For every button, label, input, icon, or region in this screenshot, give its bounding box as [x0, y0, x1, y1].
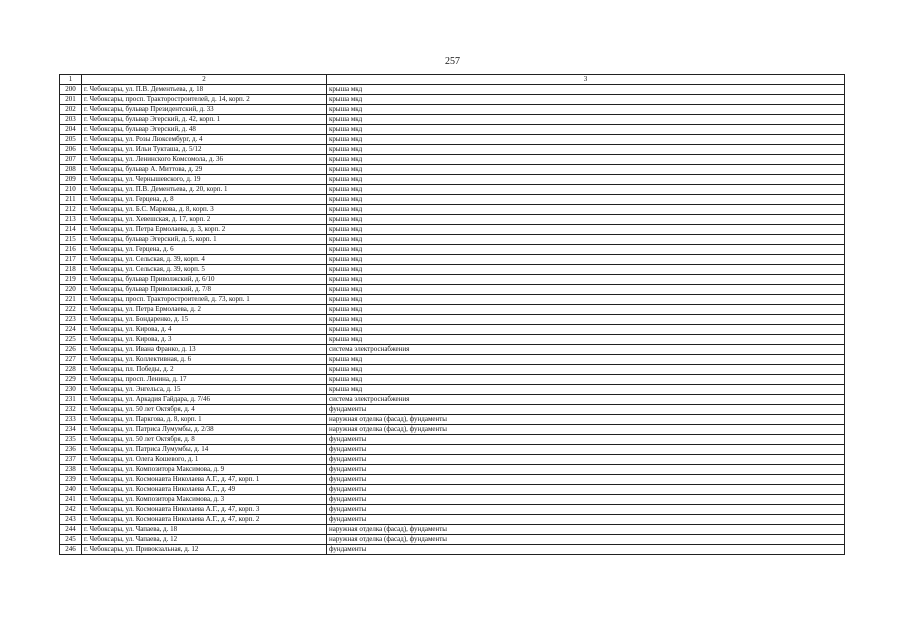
table-row — [60, 265, 845, 275]
row-number-cell: 208 — [60, 165, 82, 175]
work-type-cell: наружная отделка (фасад), фундаменты — [327, 415, 845, 425]
table-row — [60, 135, 845, 145]
address-cell: г. Чебоксары, бульвар Приволжский, д. 7/8 — [82, 285, 327, 295]
table-row — [60, 365, 845, 375]
work-type-cell: фундаменты — [327, 465, 845, 475]
work-type-cell: система электроснабжения — [327, 345, 845, 355]
registry-table-body — [60, 75, 845, 555]
row-number-cell: 246 — [60, 545, 82, 555]
table-row — [60, 465, 845, 475]
table-row — [60, 105, 845, 115]
address-cell: г. Чебоксары, ул. Сельская, д. 39, корп. 4 — [82, 255, 327, 265]
work-type-cell: крыша мкд — [327, 125, 845, 135]
work-type-cell: фундаменты — [327, 495, 845, 505]
address-cell: г. Чебоксары, ул. Б.С. Маркова, д. 8, корп. 3 — [82, 205, 327, 215]
work-type-cell: крыша мкд — [327, 275, 845, 285]
address-cell: г. Чебоксары, ул. Петра Ермолаева, д. 3, корп. 2 — [82, 225, 327, 235]
table-row — [60, 525, 845, 535]
address-cell: г. Чебоксары, ул. Кирова, д. 3 — [82, 335, 327, 345]
work-type-cell: крыша мкд — [327, 215, 845, 225]
row-number-cell: 242 — [60, 505, 82, 515]
work-type-cell: крыша мкд — [327, 225, 845, 235]
work-type-cell: фундаменты — [327, 405, 845, 415]
row-number-cell: 211 — [60, 195, 82, 205]
work-type-cell: крыша мкд — [327, 205, 845, 215]
row-number-cell: 209 — [60, 175, 82, 185]
row-number-cell: 214 — [60, 225, 82, 235]
table-row — [60, 125, 845, 135]
address-cell: г. Чебоксары, ул. Космонавта Николаева А.Г., д. 49 — [82, 485, 327, 495]
work-type-cell: крыша мкд — [327, 245, 845, 255]
work-type-cell: крыша мкд — [327, 375, 845, 385]
row-number-cell: 216 — [60, 245, 82, 255]
column-number-row — [60, 75, 845, 85]
row-number-cell: 225 — [60, 335, 82, 345]
table-row — [60, 545, 845, 555]
page-number: 257 — [445, 56, 460, 67]
row-number-cell: 238 — [60, 465, 82, 475]
work-type-cell: крыша мкд — [327, 265, 845, 275]
address-cell: г. Чебоксары, бульвар Эгерский, д. 5, корп. 1 — [82, 235, 327, 245]
table-row — [60, 455, 845, 465]
work-type-cell: крыша мкд — [327, 255, 845, 265]
address-cell: г. Чебоксары, ул. Хевешская, д. 17, корп. 2 — [82, 215, 327, 225]
work-type-cell: крыша мкд — [327, 365, 845, 375]
table-row — [60, 95, 845, 105]
row-number-cell: 243 — [60, 515, 82, 525]
row-number-cell: 207 — [60, 155, 82, 165]
table-row — [60, 255, 845, 265]
row-number-cell: 210 — [60, 185, 82, 195]
work-type-cell: крыша мкд — [327, 95, 845, 105]
address-cell: г. Чебоксары, ул. Герцена, д. 8 — [82, 195, 327, 205]
work-type-cell: фундаменты — [327, 485, 845, 495]
address-cell: г. Чебоксары, бульвар А. Миттова, д. 29 — [82, 165, 327, 175]
address-cell: г. Чебоксары, ул. Космонавта Николаева А.Г., д. 47, корп. 2 — [82, 515, 327, 525]
row-number-cell: 228 — [60, 365, 82, 375]
address-cell: г. Чебоксары, ул. Космонавта Николаева А.Г., д. 47, корп. 3 — [82, 505, 327, 515]
work-type-cell: наружная отделка (фасад), фундаменты — [327, 535, 845, 545]
row-number-cell: 202 — [60, 105, 82, 115]
table-row — [60, 395, 845, 405]
address-cell: г. Чебоксары, бульвар Эгерский, д. 42, корп. 1 — [82, 115, 327, 125]
work-type-cell: крыша мкд — [327, 135, 845, 145]
row-number-cell: 232 — [60, 405, 82, 415]
address-cell: г. Чебоксары, просп. Ленина, д. 17 — [82, 375, 327, 385]
work-type-cell: крыша мкд — [327, 155, 845, 165]
row-number-cell: 227 — [60, 355, 82, 365]
table-row — [60, 475, 845, 485]
row-number-cell: 201 — [60, 95, 82, 105]
work-type-cell: крыша мкд — [327, 295, 845, 305]
table-row — [60, 175, 845, 185]
table-row — [60, 195, 845, 205]
address-cell: г. Чебоксары, ул. Привокзальная, д. 12 — [82, 545, 327, 555]
table-row — [60, 355, 845, 365]
table-row — [60, 305, 845, 315]
address-cell: г. Чебоксары, ул. 50 лет Октября, д. 8 — [82, 435, 327, 445]
address-cell: г. Чебоксары, ул. Ленинского Комсомола, д. 36 — [82, 155, 327, 165]
work-type-cell: крыша мкд — [327, 195, 845, 205]
table-row — [60, 345, 845, 355]
work-type-cell: крыша мкд — [327, 85, 845, 95]
address-cell: г. Чебоксары, ул. Аркадия Гайдара, д. 7/46 — [82, 395, 327, 405]
address-cell: г. Чебоксары, ул. Ивана Франко, д. 13 — [82, 345, 327, 355]
work-type-cell: фундаменты — [327, 505, 845, 515]
row-number-cell: 244 — [60, 525, 82, 535]
address-cell: г. Чебоксары, ул. П.В. Дементьева, д. 18 — [82, 85, 327, 95]
table-row — [60, 515, 845, 525]
address-cell: г. Чебоксары, ул. Патриса Лумумбы, д. 14 — [82, 445, 327, 455]
work-type-cell: крыша мкд — [327, 175, 845, 185]
table-row — [60, 245, 845, 255]
table-row — [60, 165, 845, 175]
table-row — [60, 535, 845, 545]
work-type-cell: крыша мкд — [327, 315, 845, 325]
address-cell: г. Чебоксары, ул. Энгельса, д. 15 — [82, 385, 327, 395]
work-type-cell: крыша мкд — [327, 105, 845, 115]
address-cell: г. Чебоксары, ул. Бондаренко, д. 15 — [82, 315, 327, 325]
row-number-cell: 229 — [60, 375, 82, 385]
row-number-cell: 219 — [60, 275, 82, 285]
address-cell: г. Чебоксары, бульвар Приволжский, д. 6/10 — [82, 275, 327, 285]
address-cell: г. Чебоксары, бульвар Президентский, д. 33 — [82, 105, 327, 115]
row-number-cell: 205 — [60, 135, 82, 145]
table-row — [60, 435, 845, 445]
row-number-cell: 215 — [60, 235, 82, 245]
table-row — [60, 445, 845, 455]
table-row — [60, 215, 845, 225]
row-number-cell: 224 — [60, 325, 82, 335]
row-number-cell: 233 — [60, 415, 82, 425]
table-row — [60, 225, 845, 235]
table-row — [60, 85, 845, 95]
address-cell: г. Чебоксары, ул. Сельская, д. 39, корп. 5 — [82, 265, 327, 275]
address-cell: г. Чебоксары, ул. Композитора Максимова, д. 3 — [82, 495, 327, 505]
table-row — [60, 505, 845, 515]
table-row — [60, 495, 845, 505]
table-row — [60, 295, 845, 305]
column-header-2: 2 — [82, 75, 327, 85]
column-header-1: 1 — [60, 75, 82, 85]
work-type-cell: фундаменты — [327, 545, 845, 555]
work-type-cell: крыша мкд — [327, 285, 845, 295]
work-type-cell: фундаменты — [327, 455, 845, 465]
table-row — [60, 375, 845, 385]
work-type-cell: фундаменты — [327, 515, 845, 525]
table-row — [60, 315, 845, 325]
work-type-cell: фундаменты — [327, 475, 845, 485]
column-header-3: 3 — [327, 75, 845, 85]
table-row — [60, 145, 845, 155]
row-number-cell: 221 — [60, 295, 82, 305]
work-type-cell: крыша мкд — [327, 355, 845, 365]
work-type-cell: крыша мкд — [327, 235, 845, 245]
address-cell: г. Чебоксары, просп. Тракторостроителей, д. 73, корп. 1 — [82, 295, 327, 305]
row-number-cell: 226 — [60, 345, 82, 355]
row-number-cell: 231 — [60, 395, 82, 405]
table-row — [60, 205, 845, 215]
address-cell: г. Чебоксары, ул. Паркгова, д. 8, корп. 1 — [82, 415, 327, 425]
address-cell: г. Чебоксары, ул. Ильи Тукташа, д. 5/12 — [82, 145, 327, 155]
row-number-cell: 204 — [60, 125, 82, 135]
address-cell: г. Чебоксары, ул. П.В. Дементьева, д. 20, корп. 1 — [82, 185, 327, 195]
address-cell: г. Чебоксары, пл. Победы, д. 2 — [82, 365, 327, 375]
address-cell: г. Чебоксары, ул. Кирова, д. 4 — [82, 325, 327, 335]
address-cell: г. Чебоксары, ул. Олега Кошевого, д. 1 — [82, 455, 327, 465]
address-cell: г. Чебоксары, ул. Композитора Максимова, д. 9 — [82, 465, 327, 475]
row-number-cell: 237 — [60, 455, 82, 465]
row-number-cell: 217 — [60, 255, 82, 265]
work-type-cell: крыша мкд — [327, 335, 845, 345]
row-number-cell: 240 — [60, 485, 82, 495]
address-cell: г. Чебоксары, ул. Чапаева, д. 18 — [82, 525, 327, 535]
work-type-cell: крыша мкд — [327, 385, 845, 395]
work-type-cell: наружная отделка (фасад), фундаменты — [327, 525, 845, 535]
table-row — [60, 325, 845, 335]
row-number-cell: 213 — [60, 215, 82, 225]
table-row — [60, 155, 845, 165]
work-type-cell: крыша мкд — [327, 145, 845, 155]
table-row — [60, 185, 845, 195]
work-type-cell: крыша мкд — [327, 185, 845, 195]
row-number-cell: 241 — [60, 495, 82, 505]
table-row — [60, 485, 845, 495]
address-cell: г. Чебоксары, ул. Петра Ермолаева, д. 2 — [82, 305, 327, 315]
address-cell: г. Чебоксары, бульвар Эгерский, д. 48 — [82, 125, 327, 135]
address-cell: г. Чебоксары, ул. 50 лет Октября, д. 4 — [82, 405, 327, 415]
table-row — [60, 405, 845, 415]
table-row — [60, 415, 845, 425]
row-number-cell: 200 — [60, 85, 82, 95]
address-cell: г. Чебоксары, ул. Розы Люксембург, д. 4 — [82, 135, 327, 145]
row-number-cell: 230 — [60, 385, 82, 395]
address-cell: г. Чебоксары, ул. Чапаева, д. 12 — [82, 535, 327, 545]
address-cell: г. Чебоксары, ул. Космонавта Николаева А.Г., д. 47, корп. 1 — [82, 475, 327, 485]
table-row — [60, 275, 845, 285]
row-number-cell: 223 — [60, 315, 82, 325]
address-cell: г. Чебоксары, ул. Патриса Лумумбы, д. 2/38 — [82, 425, 327, 435]
work-type-cell: система электроснабжения — [327, 395, 845, 405]
address-cell: г. Чебоксары, ул. Чернышевского, д. 19 — [82, 175, 327, 185]
building-registry-table — [59, 74, 845, 555]
address-cell: г. Чебоксары, ул. Коллективная, д. 6 — [82, 355, 327, 365]
work-type-cell: фундаменты — [327, 435, 845, 445]
work-type-cell: крыша мкд — [327, 165, 845, 175]
address-cell: г. Чебоксары, ул. Герцена, д. 6 — [82, 245, 327, 255]
address-cell: г. Чебоксары, просп. Тракторостроителей, д. 14, корп. 2 — [82, 95, 327, 105]
row-number-cell: 235 — [60, 435, 82, 445]
row-number-cell: 234 — [60, 425, 82, 435]
table-row — [60, 425, 845, 435]
work-type-cell: фундаменты — [327, 445, 845, 455]
row-number-cell: 212 — [60, 205, 82, 215]
row-number-cell: 218 — [60, 265, 82, 275]
row-number-cell: 239 — [60, 475, 82, 485]
work-type-cell: крыша мкд — [327, 325, 845, 335]
row-number-cell: 222 — [60, 305, 82, 315]
row-number-cell: 236 — [60, 445, 82, 455]
work-type-cell: крыша мкд — [327, 115, 845, 125]
table-row — [60, 335, 845, 345]
table-row — [60, 385, 845, 395]
row-number-cell: 245 — [60, 535, 82, 545]
table-row — [60, 285, 845, 295]
table-row — [60, 115, 845, 125]
row-number-cell: 220 — [60, 285, 82, 295]
row-number-cell: 206 — [60, 145, 82, 155]
work-type-cell: крыша мкд — [327, 305, 845, 315]
work-type-cell: наружная отделка (фасад), фундаменты — [327, 425, 845, 435]
table-row — [60, 235, 845, 245]
row-number-cell: 203 — [60, 115, 82, 125]
